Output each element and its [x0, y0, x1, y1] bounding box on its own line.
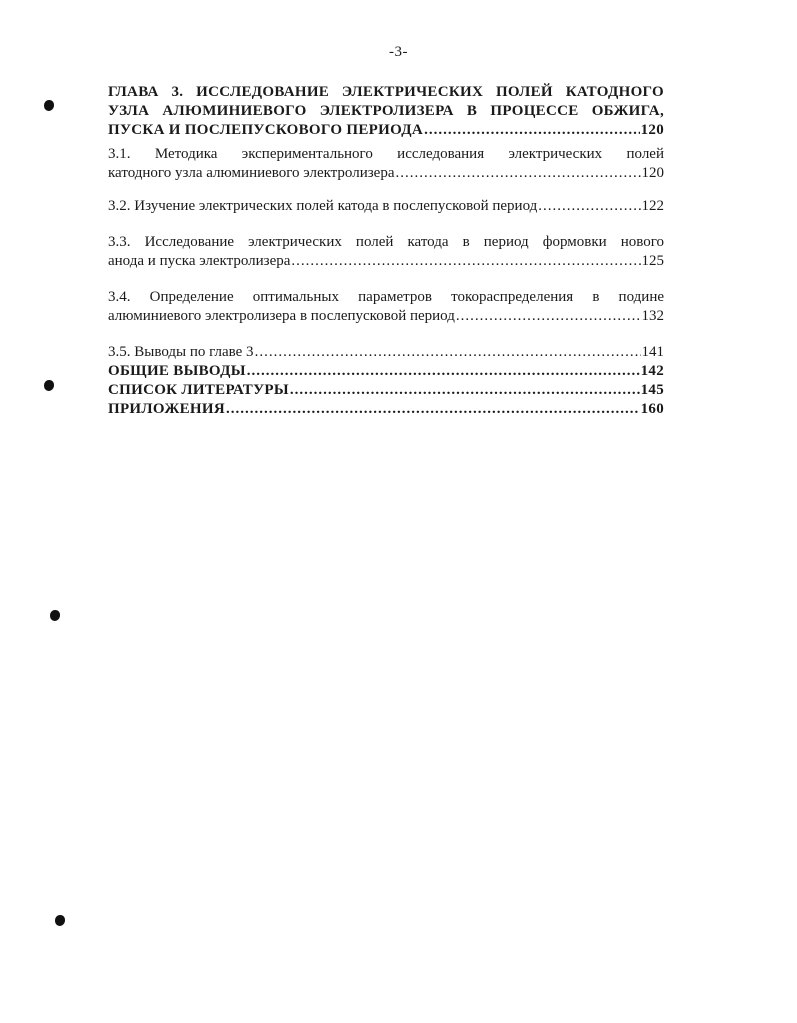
- dot-leader: [538, 197, 640, 216]
- toc-entry-text: катодного узла алюминиевого электролизера: [108, 165, 395, 181]
- toc-entry-text: 3.5. Выводы по главе 3: [108, 344, 254, 360]
- toc-page-number: 132: [641, 308, 664, 324]
- toc-entry-text: ГЛАВА 3. ИССЛЕДОВАНИЕ ЭЛЕКТРИЧЕСКИХ ПОЛЕЙ КАТОДНОГО: [108, 84, 664, 100]
- dot-leader: [247, 362, 640, 381]
- toc-entry-3-2[interactable]: [108, 197, 664, 216]
- dot-leader: [456, 307, 641, 326]
- toc-entry-text: ПРИЛОЖЕНИЯ: [108, 401, 225, 417]
- toc-page-number: 120: [640, 122, 664, 138]
- page-number: -3-: [389, 44, 408, 60]
- toc-page-number: 145: [640, 382, 664, 398]
- dot-leader: [424, 121, 640, 140]
- toc-entry-general-conclusions[interactable]: [108, 362, 664, 381]
- toc-entry-text: ОБЩИЕ ВЫВОДЫ: [108, 363, 246, 379]
- punch-hole-mark: [44, 100, 54, 111]
- toc-page-number: 120: [641, 165, 664, 181]
- toc-entry-chapter-3[interactable]: [108, 83, 664, 140]
- punch-hole-mark: [50, 610, 60, 621]
- dot-leader: [255, 343, 641, 362]
- dot-leader: [395, 164, 640, 183]
- punch-hole-mark: [44, 380, 54, 391]
- toc-entry-3-5[interactable]: [108, 343, 664, 362]
- toc-entry-references[interactable]: [108, 381, 664, 400]
- toc-page-number: 160: [640, 401, 664, 417]
- toc-entry-text: 3.2. Изучение электрических полей катода в послепусковой период: [108, 198, 538, 214]
- dot-leader: [290, 381, 640, 400]
- toc-entry-3-3[interactable]: [108, 233, 664, 271]
- punch-hole-mark: [55, 915, 65, 926]
- toc-entry-text: УЗЛА АЛЮМИНИЕВОГО ЭЛЕКТРОЛИЗЕРА В ПРОЦЕССЕ ОБЖИГА,: [108, 103, 664, 119]
- toc-entry-3-4[interactable]: [108, 288, 664, 326]
- toc-entry-text: ПУСКА И ПОСЛЕПУСКОВОГО ПЕРИОДА: [108, 122, 424, 138]
- toc-entry-text: анода и пуска электролизера: [108, 253, 291, 269]
- toc-entry-appendices[interactable]: [108, 400, 664, 419]
- toc-entry-text: алюминиевого электролизера в послепусковой период: [108, 308, 455, 324]
- toc-page-number: 141: [641, 344, 664, 360]
- toc-entry-3-1[interactable]: [108, 145, 664, 183]
- table-of-contents: [108, 83, 664, 419]
- toc-page-number: 142: [640, 363, 664, 379]
- toc-entry-text: 3.3. Исследование электрических полей катода в период формовки нового: [108, 234, 664, 250]
- toc-page-number: 125: [641, 253, 664, 269]
- toc-entry-text: СПИСОК ЛИТЕРАТУРЫ: [108, 382, 289, 398]
- toc-entry-text: 3.1. Методика экспериментального исследования электрических полей: [108, 146, 664, 162]
- dot-leader: [291, 252, 640, 271]
- dot-leader: [226, 400, 640, 419]
- toc-entry-text: 3.4. Определение оптимальных параметров токораспределения в подине: [108, 289, 664, 305]
- toc-page-number: 122: [641, 198, 664, 214]
